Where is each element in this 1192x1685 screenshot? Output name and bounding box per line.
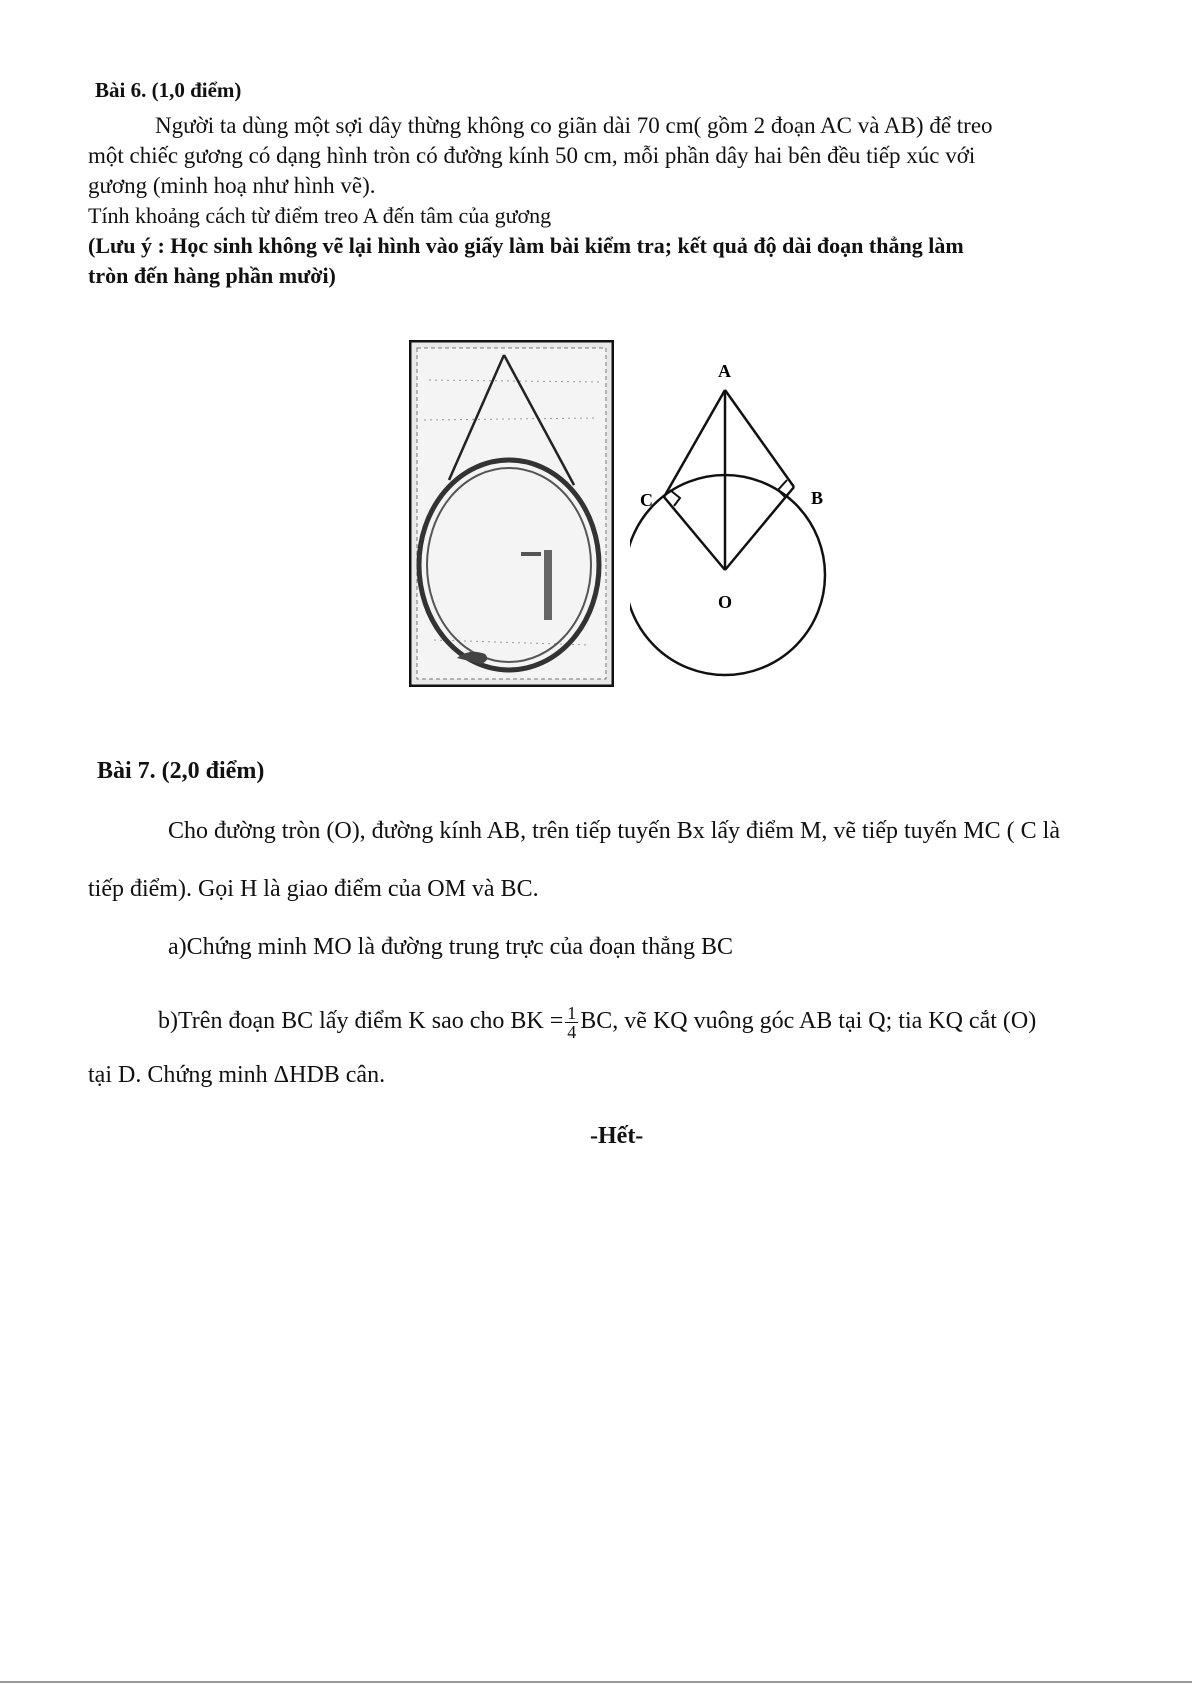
- bai7-part-b-pre: b)Trên đoạn BC lấy điểm K sao cho BK =: [158, 1008, 564, 1035]
- bai6-note-line2: tròn đến hàng phần mười): [88, 263, 336, 288]
- bai6-note-line1: (Lưu ý : Học sinh không vẽ lại hình vào giấy làm bài kiểm tra; kết quả độ dài đoạn thẳng làm: [88, 233, 964, 258]
- fraction-numerator: 1: [567, 1003, 577, 1023]
- bai6-task: Tính khoảng cách từ điểm treo A đến tâm của gương: [88, 203, 552, 228]
- bai6-text-line1: Người ta dùng một sợi dây thừng không co giãn dài 70 cm( gồm 2 đoạn AC và AB) để treo: [155, 113, 993, 138]
- bai6-text-line2: một chiếc gương có dạng hình tròn có đường kính 50 cm, mỗi phần dây hai bên đều tiếp xúc với: [88, 143, 976, 168]
- bai7-text-line2: tiếp điểm). Gọi H là giao điểm của OM và BC.: [88, 876, 539, 902]
- fraction-denominator: 4: [567, 1022, 577, 1042]
- label-c: C: [640, 490, 653, 510]
- bai7-text-line1: Cho đường tròn (O), đường kính AB, trên tiếp tuyến Bx lấy điểm M, vẽ tiếp tuyến MC ( C là: [168, 818, 1060, 844]
- label-a: A: [718, 361, 731, 381]
- bai7-heading: Bài 7. (2,0 điểm): [97, 758, 265, 784]
- geometry-diagram: [630, 350, 850, 690]
- bai7-part-a: a)Chứng minh MO là đường trung trực của đoạn thẳng BC: [168, 934, 733, 960]
- bai7-part-b: [158, 1004, 1036, 1041]
- bai6-heading: Bài 6. (1,0 điểm): [95, 78, 242, 102]
- end-marker: -Hết-: [590, 1123, 644, 1149]
- bai7-part-b-post: BC, vẽ KQ vuông góc AB tại Q; tia KQ cắt (O): [580, 1008, 1037, 1035]
- label-b: B: [811, 488, 824, 508]
- bai6-text-line3: gương (minh hoạ như hình vẽ).: [88, 173, 376, 198]
- fraction-one-quarter: [565, 1004, 578, 1041]
- mirror-photo: [409, 340, 614, 687]
- bai7-part-b-line2: tại D. Chứng minh ΔHDB cân.: [88, 1062, 386, 1088]
- page-bottom-rule: [0, 1681, 1192, 1683]
- label-o: O: [718, 592, 733, 612]
